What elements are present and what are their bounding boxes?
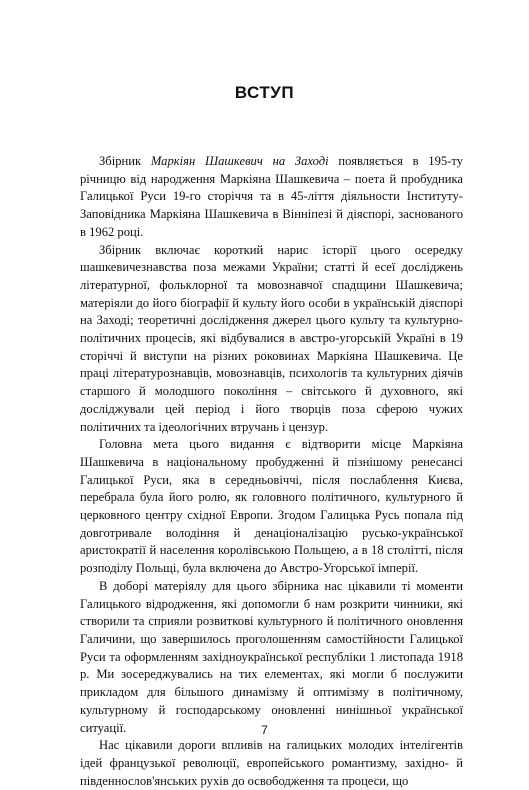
- paragraph-1: [80, 153, 463, 242]
- paragraph-1-intro: Збірник: [99, 154, 151, 168]
- book-title-italic: Маркіян Шашкевич на Заході: [150, 154, 329, 168]
- paragraph-3: Головна мета цього видання є відтворити місце Маркіяна Шашкевича в національному пробудженні й пізнішому ренесансі Галицької Руси, яка в середньовіччі, після послаблення Києва, перебрала була його ролю, як головного політичного, культурного й церковного центру східної Европи. Згодом Галицька Русь попала під довготривале володіння й денаціоналізацію русько-української аристократії й населення королівською Польщею, а в 18 столітті, після розподілу Польщі, була включена до Австро-Угорської імперії.: [80, 437, 463, 576]
- page-title: ВСТУП: [234, 83, 295, 102]
- paragraph-5: Нас цікавили дороги впливів на галицьких молодих інтелігентів ідей французької революції, европейського романтизму, західно- й південнослов'янських рухів до освободження та процеси, що: [80, 738, 463, 788]
- body-text: [80, 153, 463, 790]
- paragraph-4: В доборі матеріялу для цього збірника нас цікавили ті моменти Галицького відродження, які допомогли б нам розкрити чинники, які створили та сприяли розвиткові культурного й політичного оновлення Галичини, що завершилось проголошенням самостійности Галицької Руси та оформленням західноукраїнської республіки 1 листопада 1918 р. Ми зосереджувались на тих елементах, які могли б послужити прикладом для більшого динамізму й оптимізму в політичному, культурному й господарському оновленні нинішньої української ситуації.: [80, 578, 463, 735]
- paragraph-1-rest: появляється в 195-ту річницю від народження Маркіяна Шашкевича – поета й пробудника Галицької Руси 19-го сторіччя та в 45-ліття діяльности Інституту-Заповідника Маркіяна Шашкевича в Вінніпезі й діяспорі, заснованого в 1962 році.: [80, 154, 464, 239]
- paragraph-2: Збірник включає короткий нарис історії цього осередку шашкевичезнавства поза межами України; статті й есеї досліджень літературної, фольклорної та мовознавчої спадщини Шашкевича; матеріяли до його біографії й культу його особи в українській діяспорі на Заході; теоретичні дослідження джерел цього культу та культурно-політичних процесів, які відбувалися в австро-угорській Україні в 19 сторіччі й виступи на різних роковинах Маркіяна Шашкевича. Це праці літературознавців, мовознавців, психологів та культурних діячів старшого й молодшого покоління – світського й духовного, які досліджували цей період і його творців поза сферою чужих політичних та ідеологічних втручань і цензур.: [80, 242, 463, 434]
- page-number: 7: [261, 723, 268, 737]
